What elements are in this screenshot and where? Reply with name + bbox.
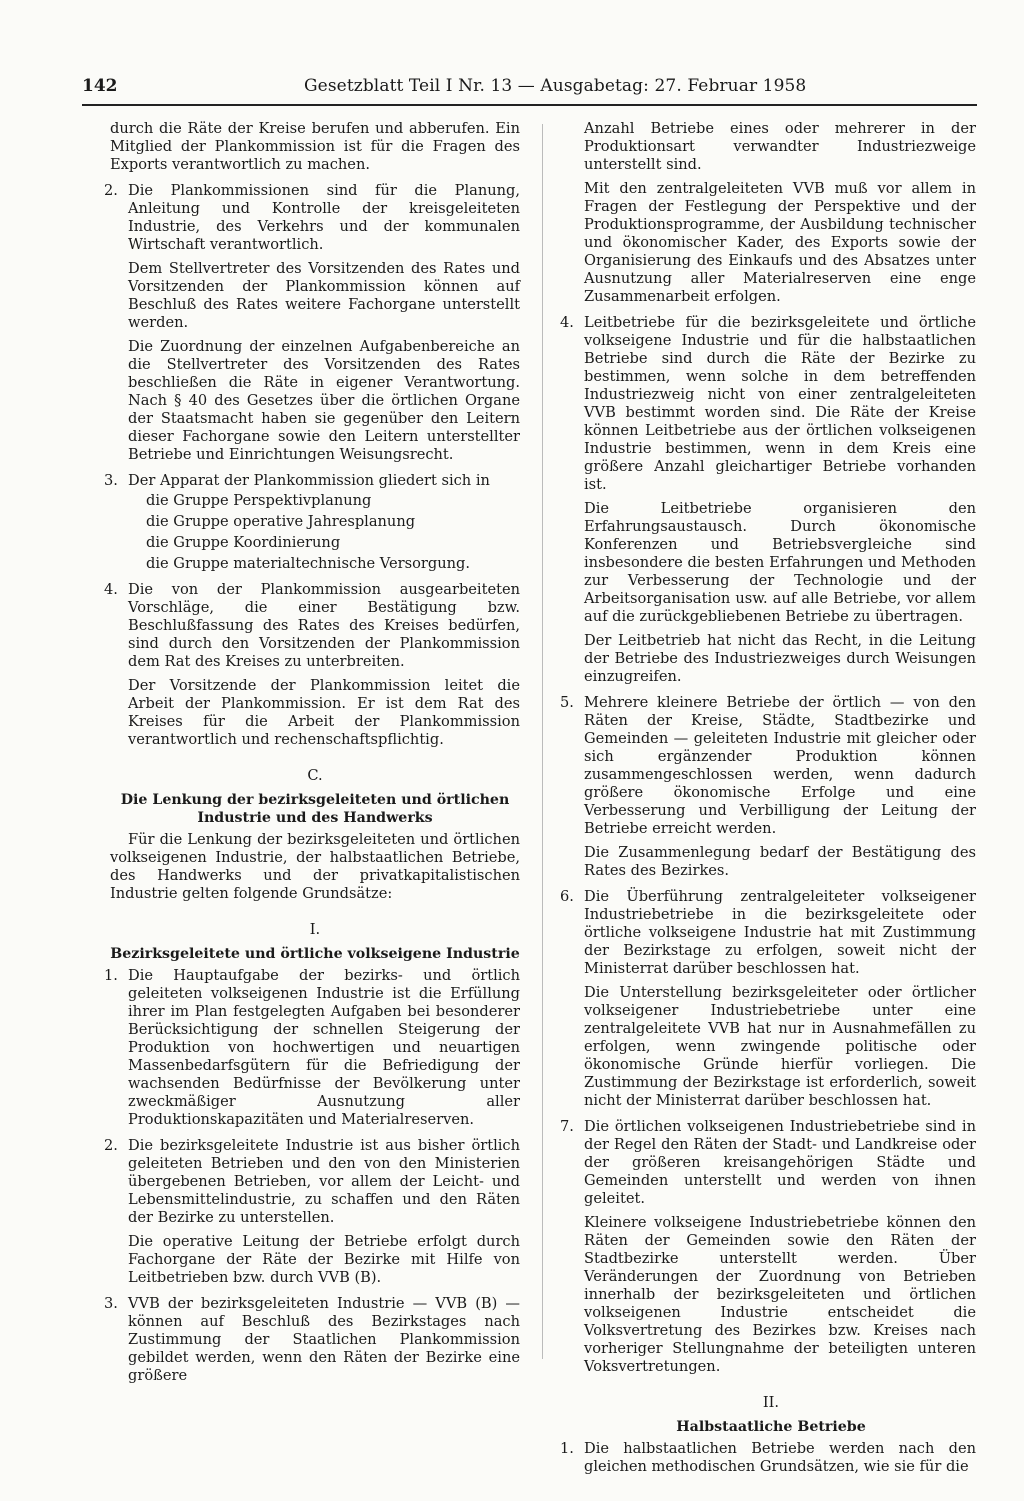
item-number: 6. [560, 888, 574, 905]
continued-item-3 [566, 120, 976, 306]
group-entry: die Gruppe materialtechnische Versorgung. [146, 555, 470, 572]
paragraph: Für die Lenkung der bezirksgeleiteten und örtlichen volkseigenen Industrie, der halbstaatlichen Betriebe, des Handwerks und der privatkapitalistischen Industrie gelten folgende Grundsätze: [110, 831, 520, 902]
list-item-5 [560, 694, 976, 880]
group-entry: die Gruppe operative Jahresplanung [146, 513, 416, 530]
paragraph: Die von der Plankommission ausgearbeiteten Vorschläge, die einer Bestätigung bzw. Beschlußfassung des Rates des Kreises bedürfen, sind durch den Vorsitzenden der Plankommission dem Rat des Kreises zu unterbreiten. [128, 581, 520, 670]
section-title: Die Lenkung der bezirksgeleiteten und örtlichen Industrie und des Handwerks [120, 792, 510, 826]
group-entry: die Gruppe Koordinierung [146, 534, 341, 551]
list-item-4 [104, 581, 520, 749]
paragraph: Die bezirksgeleitete Industrie ist aus bisher örtlich geleiteten Betrieben und den von den Ministerien übergebenen Betrieben, vor allem der Leicht- und Lebensmittelindustrie, zu schaffen und den Räten der Bezirke zu unterstellen. [128, 1137, 520, 1226]
paragraph: Die örtlichen volkseigenen Industriebetriebe sind in der Regel den Räten der Stadt- und Landkreise oder der größeren kreisangehörigen Städte und Gemeinden unterstellt und werden von ihnen geleitet. [584, 1118, 976, 1207]
list-item-6 [560, 888, 976, 1110]
list-item-2 [104, 1137, 520, 1287]
paragraph: Dem Stellvertreter des Vorsitzenden des Rates und Vorsitzenden der Plankommission können auf Beschluß des Rates weitere Fachorgane unterstellt werden. [128, 260, 520, 331]
list-item-7 [560, 1118, 976, 1376]
page-header [82, 76, 977, 100]
group-list [146, 492, 520, 573]
paragraph: Die Zuordnung der einzelnen Aufgabenbereiche an die Stellvertreter des Vorsitzenden des Rates beschließen die Räte in eigener Verantwortung. Nach § 40 des Gesetzes über die örtlichen Organe der Staatsmacht haben sie gegenüber den Leitern dieser Fachorgane sowie den Leitern unterstellter Betriebe und Einrichtungen Weisungsrecht. [128, 338, 520, 463]
running-head: Gesetzblatt Teil I Nr. 13 — Ausgabetag: 27. Februar 1958 [304, 76, 807, 96]
continued-paragraph: durch die Räte der Kreise berufen und abberufen. Ein Mitglied der Plankommission ist für die Fragen des Exports verantwortlich zu machen. [110, 120, 520, 173]
item-number: 2. [104, 1137, 118, 1154]
paragraph: Mehrere kleinere Betriebe der örtlich — von den Räten der Kreise, Städte, Stadtbezirke und Gemeinden — geleiteten Industrie mit gleicher oder sich ergänzender Produktion können zusammengeschlossen werden, wenn dadurch größere ökonomische Erfolge und eine Verbesserung und Verbilligung der Leitung der Betriebe erreicht werden. [584, 694, 976, 837]
paragraph: Die Überführung zentralgeleiteter volkseigener Industriebetriebe in die bezirksgeleitete oder örtliche volkseigene Industrie hat mit Zustimmung der Bezirkstage zu erfolgen, soweit nicht der Ministerrat darüber beschlossen hat. [584, 888, 976, 977]
paragraph: Der Apparat der Plankommission gliedert sich in [128, 472, 490, 489]
column-divider [542, 124, 543, 1359]
right-column [560, 120, 976, 1484]
section-number: II. [762, 1394, 780, 1411]
item-number: 5. [560, 694, 574, 711]
paragraph: Die Plankommissionen sind für die Planung, Anleitung und Kontrolle der kreisgeleiteten Industrie, des Verkehrs und der kommunalen Wirtschaft verantwortlich. [128, 182, 520, 253]
section-title: Halbstaatliche Betriebe [676, 1419, 866, 1435]
list-item-2 [104, 182, 520, 464]
item-number: 3. [104, 472, 118, 489]
paragraph: Anzahl Betriebe eines oder mehrerer in der Produktionsart verwandter Industriezweige unterstellt sind. [584, 120, 976, 173]
paragraph: Die Zusammenlegung bedarf der Bestätigung des Rates des Bezirkes. [584, 844, 976, 879]
section-number: C. [307, 767, 323, 784]
list-item-3 [104, 1295, 520, 1385]
paragraph: Mit den zentralgeleiteten VVB muß vor allem in Fragen der Festlegung der Perspektive und der Produktionsprogramme, der Ausbildung technischer und ökonomischer Kader, des Exports sowie der Organisierung des Einkaufs und des Absatzes unter Ausnutzung aller Materialreserven eine enge Zusammenarbeit erfolgen. [584, 180, 976, 305]
list-item-1 [560, 1440, 976, 1476]
paragraph: Die halbstaatlichen Betriebe werden nach den gleichen methodischen Grundsätzen, wie sie für die [584, 1440, 976, 1475]
item-number: 7. [560, 1118, 574, 1135]
paragraph: VVB der bezirksgeleiteten Industrie — VVB (B) — können auf Beschluß des Bezirkstages nach Zustimmung der Staatlichen Plankommission gebildet werden, wenn den Räten der Bezirke eine größere [128, 1295, 520, 1384]
item-number: 2. [104, 182, 118, 199]
paragraph: Der Leitbetrieb hat nicht das Recht, in die Leitung der Betriebe des Industriezweiges durch Weisungen einzugreifen. [584, 632, 976, 685]
paragraph: Der Vorsitzende der Plankommission leitet die Arbeit der Plankommission. Er ist dem Rat des Kreises für die Arbeit der Plankommission verantwortlich und rechenschaftspflichtig. [128, 677, 520, 748]
item-number: 1. [560, 1440, 574, 1457]
paragraph: Die Hauptaufgabe der bezirks- und örtlich geleiteten volkseigenen Industrie ist die Erfüllung ihrer im Plan festgelegten Aufgaben bei besonderer Berücksichtigung der schnellen Steigerung der Produktion von hochwertigen und neuartigen Massenbedarfsgütern für die Befriedigung der wachsenden Bedürfnisse der Bevölkerung unter zweckmäßiger Ausnutzung aller Produktionskapazitäten und Materialreserven. [128, 967, 520, 1128]
section-number: I. [309, 921, 321, 938]
list-item-4 [560, 314, 976, 686]
page-number: 142 [82, 76, 118, 96]
paragraph: Die operative Leitung der Betriebe erfolgt durch Fachorgane der Räte der Bezirke mit Hilfe von Leitbetrieben bzw. durch VVB (B). [128, 1233, 520, 1286]
paragraph: Leitbetriebe für die bezirksgeleitete und örtliche volkseigene Industrie und für die halbstaatlichen Betriebe sind durch die Räte der Bezirke zu bestimmen, wenn solche in dem betreffenden Industriezweig nicht von einer zentralgeleiteten VVB bestimmt worden sind. Die Räte der Kreise können Leitbetriebe aus der örtlichen volkseigenen Industrie bestimmen, wenn in dem Kreis eine größere Anzahl gleichartiger Betriebe vorhanden ist. [584, 314, 976, 493]
group-entry: die Gruppe Perspektivplanung [146, 492, 372, 509]
list-item-1 [104, 967, 520, 1129]
item-number: 4. [104, 581, 118, 598]
item-number: 4. [560, 314, 574, 331]
left-column [104, 120, 520, 1393]
list-item-3 [104, 472, 520, 573]
section-title: Bezirksgeleitete und örtliche volkseigene Industrie [110, 946, 520, 962]
item-number: 1. [104, 967, 118, 984]
item-number: 3. [104, 1295, 118, 1312]
paragraph: Die Unterstellung bezirksgeleiteter oder örtlicher volkseigener Industriebetriebe unter eine zentralgeleitete VVB hat nur in Ausnahmefällen zu erfolgen, wenn zwingende politische oder ökonomische Gründe hierfür vorliegen. Die Zustimmung der Bezirkstage ist erforderlich, soweit nicht der Ministerrat darüber beschlossen hat. [584, 984, 976, 1109]
paragraph: Die Leitbetriebe organisieren den Erfahrungsaustausch. Durch ökonomische Konferenzen und Betriebsvergleiche sind insbesondere die besten Erfahrungen und Methoden zur Verbesserung der Technologie und der Arbeitsorganisation usw. auf alle Betriebe, vor allem auf die zurückgebliebenen Betriebe zu übertragen. [584, 500, 976, 625]
header-rule [82, 104, 977, 106]
paragraph: Kleinere volkseigene Industriebetriebe können den Räten der Gemeinden sowie den Räten der Stadtbezirke unterstellt werden. Über Veränderungen der Zuordnung von Betrieben innerhalb der bezirksgeleiteten und örtlichen volkseigenen Industrie entscheidet die Volksvertretung des Bezirkes bzw. Kreises nach vorheriger Stellungnahme der beteiligten unteren Voksvertretungen. [584, 1214, 976, 1375]
